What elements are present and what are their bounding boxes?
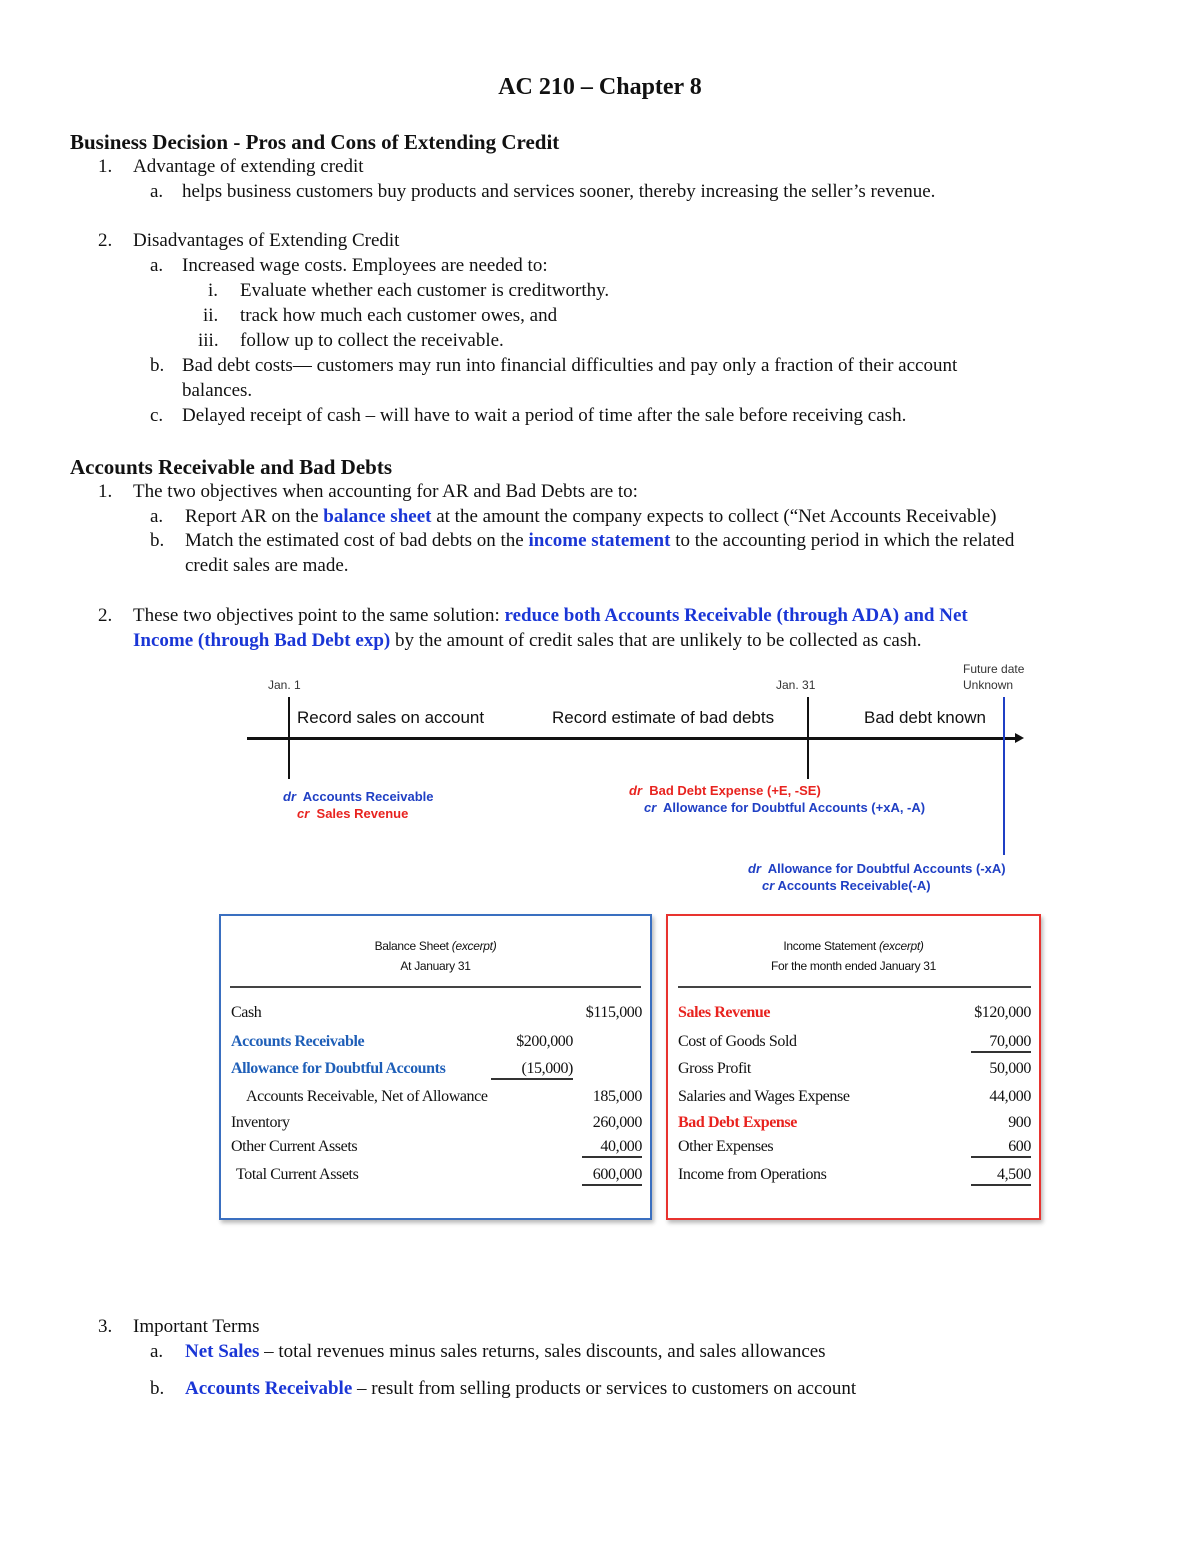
text: Sales Revenue [316,806,409,821]
page-title: AC 210 – Chapter 8 [498,74,702,100]
list-marker: ii. [203,305,219,326]
text: Income Statement [783,939,879,953]
term-item [185,1378,856,1400]
text: Accounts Receivable [302,789,434,804]
section-heading: Accounts Receivable and Bad Debts [70,455,393,479]
list-number: 1. [98,481,113,502]
list-item-cont [133,630,922,652]
row-value: 260,000 [592,1114,642,1131]
row-label: Cost of Goods Sold [678,1033,797,1050]
row-label: Allowance for Doubtful Accounts [231,1060,446,1077]
statement-header [668,936,1039,976]
balance-sheet-excerpt [219,914,652,1220]
row-label: Cash [231,1004,262,1021]
tick-jan31 [807,697,809,779]
text: dr [629,783,642,798]
list-marker: b. [150,530,165,551]
term: Accounts Receivable [185,1378,353,1399]
row-label: Total Current Assets [236,1166,359,1183]
list-item: Evaluate whether each customer is creditworthy. [240,280,610,301]
row-value: 185,000 [592,1088,642,1105]
text: Allowance for Doubtful Accounts (-xA) [767,861,1006,876]
term-item [185,1341,826,1363]
text: dr [283,789,296,804]
statement-header [221,936,650,976]
text: Unknown [963,678,1014,692]
text: Bad Debt Expense (+E, -SE) [649,783,821,798]
divider [230,986,641,988]
text: For the month ended January 31 [770,959,937,973]
list-item: follow up to collect the receivable. [240,330,504,351]
highlight-income-statement: income statement [528,530,671,551]
stage-label: Bad debt known [864,708,986,727]
list-item-cont: credit sales are made. [185,555,349,576]
list-marker: a. [150,255,164,276]
timeline-axis [247,737,1017,740]
list-item-cont: balances. [182,380,253,401]
list-item: track how much each customer owes, and [240,305,558,326]
row-value: 50,000 [989,1060,1031,1077]
stage-label: Record estimate of bad debts [552,708,775,727]
list-marker: c. [150,405,164,426]
stage-label: Record sales on account [297,708,485,727]
text: Report AR on the [185,506,324,527]
list-marker: iii. [198,330,219,351]
row-label: Bad Debt Expense [678,1114,797,1131]
text: cr [644,800,657,815]
list-marker: b. [150,1378,165,1399]
list-item [185,530,1014,552]
row-label: Other Expenses [678,1138,774,1155]
list-item: Delayed receipt of cash – will have to wait a period of time after the sale before receiving cash. [182,405,907,426]
row-label: Sales Revenue [678,1004,771,1021]
list-item: helps business customers buy products and services sooner, thereby increasing the seller’s revenue. [182,181,936,202]
date-label: Jan. 1 [268,678,301,692]
section-heading: Business Decision - Pros and Cons of Extending Credit [70,130,560,154]
tick-jan1 [288,697,290,779]
row-label: Accounts Receivable, Net of Allowance [246,1088,488,1105]
text: Accounts Receivable(-A) [777,878,931,893]
term: Net Sales [185,1341,260,1362]
journal-entry [629,783,925,815]
row-label: Gross Profit [678,1060,751,1077]
list-item: Advantage of extending credit [133,156,364,177]
row-value: $120,000 [974,1004,1031,1021]
text: to the accounting period in which the related [670,530,1015,551]
list-marker: i. [208,280,219,301]
row-label: Salaries and Wages Expense [678,1088,850,1105]
list-number: 2. [98,230,113,251]
text: (excerpt) [451,939,497,953]
text: (excerpt) [878,939,924,953]
list-item: Important Terms [133,1316,260,1337]
row-label: Other Current Assets [231,1138,358,1155]
highlight: reduce both Accounts Receivable (through ADA) and Net [504,605,968,626]
text: At January 31 [400,959,471,973]
list-item [133,605,968,627]
list-marker: a. [150,181,164,202]
date-label [963,661,1024,693]
row-subvalue: $200,000 [516,1033,573,1050]
text: Match the estimated cost of bad debts on the [185,530,529,551]
text: cr [297,806,310,821]
date-label: Jan. 31 [776,678,816,692]
row-label: Income from Operations [678,1166,827,1183]
row-value: 4,500 [971,1166,1031,1186]
row-value: 44,000 [989,1088,1031,1105]
text: Future date [963,662,1025,676]
list-marker: a. [150,506,164,527]
list-marker: a. [150,1341,164,1362]
row-label: Inventory [231,1114,290,1131]
text: Balance Sheet [374,939,452,953]
list-number: 1. [98,156,113,177]
row-value: 70,000 [971,1033,1031,1053]
row-label: Accounts Receivable [231,1033,365,1050]
list-number: 2. [98,605,113,626]
highlight: Income (through Bad Debt exp) [133,630,391,651]
row-subvalue: (15,000) [491,1060,573,1080]
income-statement-excerpt [666,914,1041,1220]
row-value: 600 [971,1138,1031,1158]
journal-entry [748,861,1006,893]
list-item: Disadvantages of Extending Credit [133,230,400,251]
list-item: Increased wage costs. Employees are needed to: [182,255,548,276]
divider [678,986,1031,988]
tick-future [1003,697,1005,855]
text: cr [762,878,775,893]
arrow-head-icon [1015,733,1024,743]
row-value: 900 [1008,1114,1031,1131]
text: dr [748,861,761,876]
list-marker: b. [150,355,165,376]
definition: – total revenues minus sales returns, sales discounts, and sales allowances [259,1341,826,1362]
highlight-balance-sheet: balance sheet [323,506,432,527]
definition: – result from selling products or services to customers on account [352,1378,857,1399]
list-item: Bad debt costs— customers may run into financial difficulties and pay only a fraction of their account [182,355,958,376]
text: Allowance for Doubtful Accounts (+xA, -A) [663,800,926,815]
text: by the amount of credit sales that are unlikely to be collected as cash. [390,630,922,651]
list-item: The two objectives when accounting for AR and Bad Debts are to: [133,481,638,502]
row-value: 600,000 [582,1166,642,1186]
text: These two objectives point to the same solution: [133,605,505,626]
row-value: $115,000 [585,1004,642,1021]
list-number: 3. [98,1316,113,1337]
list-item [185,506,997,528]
row-value: 40,000 [582,1138,642,1158]
text: at the amount the company expects to collect (“Net Accounts Receivable) [431,506,997,527]
journal-entry [283,789,434,821]
